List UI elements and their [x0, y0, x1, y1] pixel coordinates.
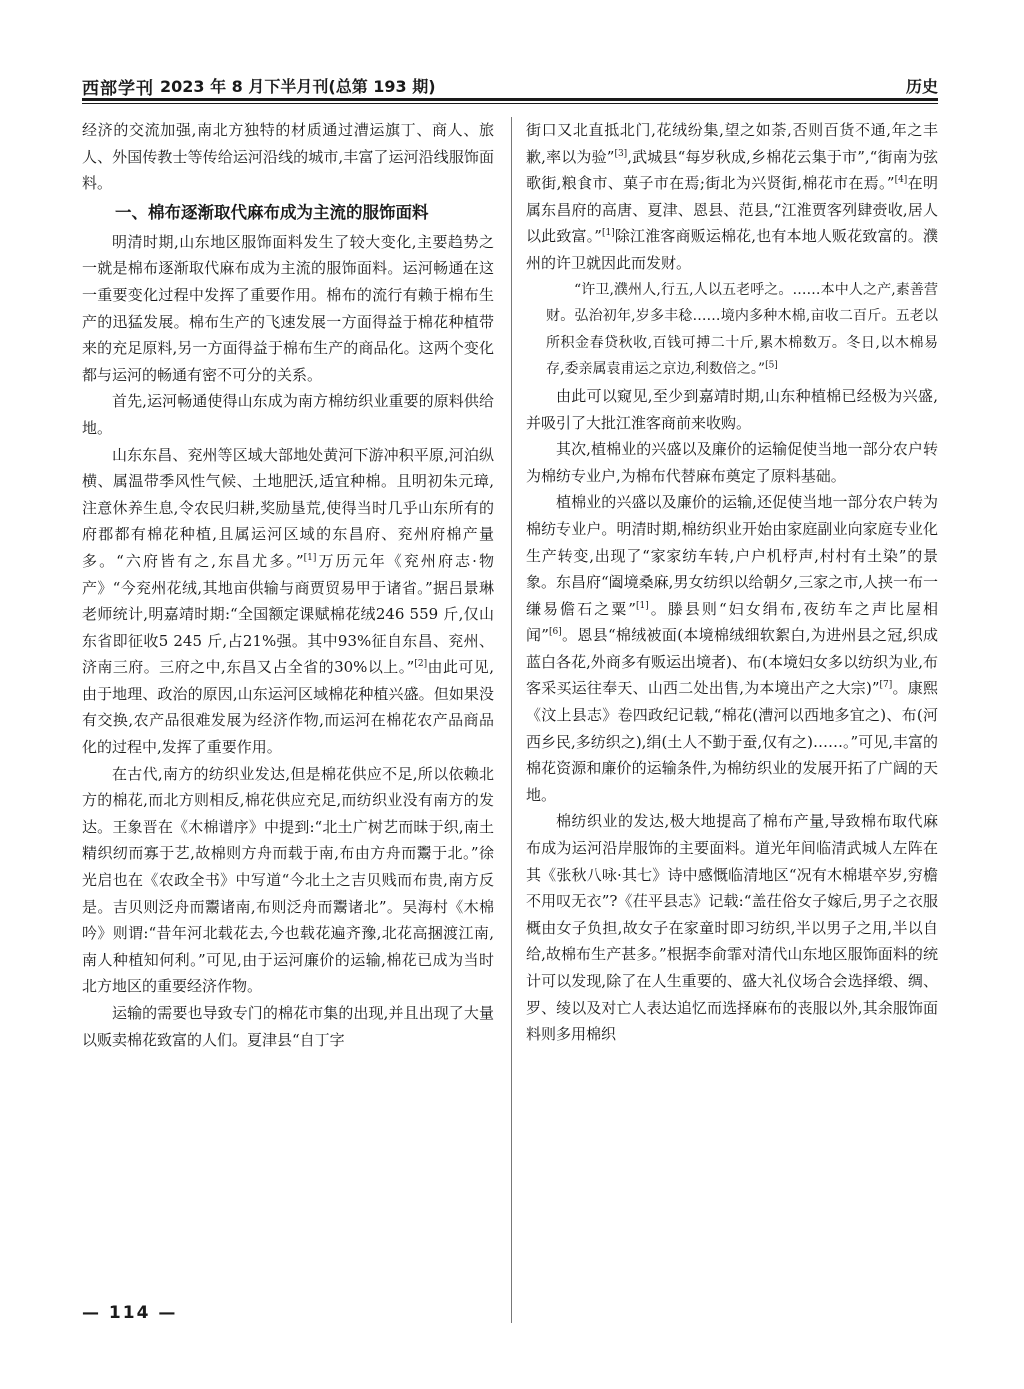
paragraph — [526, 808, 938, 1047]
header-rule-thin — [82, 103, 938, 104]
page-number: — 114 — — [82, 1303, 178, 1323]
citation-ref: [1] — [601, 228, 615, 239]
paragraph — [82, 442, 494, 761]
paragraph-text: 由此可以窥见,至少到嘉靖时期,山东种植棉已经极为兴盛,并吸引了大批江淮客商前来收购。 — [526, 386, 938, 432]
citation-ref: [7] — [879, 680, 893, 691]
left-column — [82, 117, 494, 1317]
citation-ref: [1] — [303, 552, 317, 563]
section-heading — [82, 198, 494, 228]
paragraph-text: 。滕县则“妇女绢布,夜纺车之声比屋相闻” — [526, 599, 938, 645]
right-column — [526, 117, 938, 1317]
paragraph-text: 明清时期,山东地区服饰面料发生了较大变化,主要趋势之一就是棉布逐渐取代麻布成为主流的服饰面料。运河畅通在这一重要变化过程中发挥了重要作用。棉布的流行有赖于棉布生产的迅猛发展。棉布生产的飞速发展一方面得益于棉花种植带来的充足原料,另一方面得益于棉布生产的商品化。这两个变化都与运河的畅通有密不可分的关系。 — [82, 232, 494, 384]
section-label: 历史 — [905, 77, 938, 96]
citation-ref: [4] — [894, 175, 908, 186]
paragraph-text: 一、棉布逐渐取代麻布成为主流的服饰面料 — [115, 202, 429, 222]
paragraph — [82, 229, 494, 389]
page-header — [82, 72, 938, 100]
issue-info: 2023 年 8 月下半月刊(总第 193 期) — [160, 77, 436, 96]
paragraph-text: 其次,植棉业的兴盛以及廉价的运输促使当地一部分农户转为棉纺专业户,为棉布代替麻布奠定了原料基础。 — [526, 440, 938, 485]
citation-ref: [1] — [635, 600, 649, 611]
paragraph — [526, 489, 938, 808]
paragraph-text: “许卫,濮州人,行五,人以五老呼之。……本中人之产,素善营财。弘治初年,岁多丰稔……境内多种木棉,亩收二百斤。五老以所积金春贷秋收,百钱可搏二十斤,累木棉数万。冬日,以木棉易存,委亲属袁甫运之京边,利数倍之。” — [546, 281, 938, 378]
journal-logo: 西部学刊 — [82, 79, 154, 99]
paragraph-text: 经济的交流加强,南北方独特的材质通过漕运旗丁、商人、旅人、外国传教士等传给运河沿线的城市,丰富了运河沿线服饰面料。 — [82, 121, 494, 193]
paragraph-text: 植棉业的兴盛以及廉价的运输,还促使当地一部分农户转为棉纺专业户。明清时期,棉纺织业开始由家庭副业向家庭专业化生产转变,出现了“家家纺车转,户户机杼声,村村有土染”的景象。东昌府“阖境桑麻,男女纺织以给朝夕,三家之市,人挟一布一缣易儋石之粟” — [526, 493, 938, 618]
paragraph — [526, 436, 938, 489]
header-rule — [82, 98, 938, 101]
citation-ref: [6] — [548, 627, 562, 638]
paragraph-text: 首先,运河畅通使得山东成为南方棉纺织业重要的原料供给地。 — [82, 392, 494, 437]
paragraph — [82, 1000, 494, 1053]
paragraph-text: ,武城县“每岁秋成,乡棉花云集于市”,“街南为弦歌街,粮食市、菓子市在焉;街北为兴贤街,棉花市在焉。” — [526, 147, 938, 193]
block-quote — [526, 277, 938, 383]
paragraph-text: 除江淮客商贩运棉花,也有本地人贩花致富的。濮州的许卫就因此而发财。 — [526, 227, 938, 272]
paragraph-text: 山东东昌、兖州等区域大部地处黄河下游冲积平原,河泊纵横、属温带季风性气候、土地肥沃,适宜种棉。且明初朱元璋,注意休养生息,令农民归耕,奖励垦荒,使得当时几乎山东所有的府郡都有棉花种植,且属运河区域的东昌府、兖州府棉产量多。“六府皆有之,东昌尤多。” — [82, 445, 494, 570]
paragraph-text: 运输的需要也导致专门的棉花市集的出现,并且出现了大量以贩卖棉花致富的人们。夏津县“自丁字 — [82, 1004, 494, 1049]
paragraph — [82, 761, 494, 1000]
citation-ref: [5] — [765, 360, 778, 371]
paragraph-text: 棉纺织业的发达,极大地提高了棉布产量,导致棉布取代麻布成为运河沿岸服饰的主要面料。道光年间临清武城人左阵在其《张秋八咏·其七》诗中感慨临清地区“况有木棉堪卒岁,穷檐不用叹无衣”?《茌平县志》记载:“盖茌俗女子嫁后,男子之衣服概由女子负担,故女子在家童时即习纺织,半以男子之用,半以自给,故棉布生产甚多。”根据李俞霏对清代山东地区服饰面料的统计可以发现,除了在人生重要的、盛大礼仪场合会选择缎、绸、罗、绫以及对亡人表达追忆而选择麻布的丧服以外,其余服饰面料则多用棉织 — [526, 812, 938, 1044]
paragraph-text: 在古代,南方的纺织业发达,但是棉花供应不足,所以依赖北方的棉花,而北方则相反,棉花供应充足,而纺织业没有南方的发达。王象晋在《木棉谱序》中提到:“北土广树艺而昧于织,南土精织纫而寡于艺,故棉则方舟而载于南,布由方舟而鬻于北。”徐光启也在《农政全书》中写道“今北土之吉贝贱而布贵,南方反是。吉贝则泛舟而鬻诸南,布则泛舟而鬻诸北”。吴海村《木棉吟》则谓:“昔年河北载花去,今也载花遍齐豫,北花高捆渡江南,南人种植知何利。”可见,由于运河廉价的运输,棉花已成为当时北方地区的重要经济作物。 — [82, 764, 494, 996]
paragraph — [82, 117, 494, 197]
paragraph-text: 万历元年《兖州府志·物产》“今兖州花绒,其地亩供输与商贾贸易甲于诸省。”据吕景琳老师统计,明嘉靖时期:“全国额定课赋棉花绒246 559 斤,仅山东省即征收5 245 斤,占21%强。其中93%征自东昌、兖州、济南三府。三府之中,东昌又占全省的30%以上。” — [82, 551, 494, 677]
citation-ref: [2] — [414, 659, 428, 670]
paragraph-text: 街口又北直抵北门,花绒纷集,望之如荼,否则百货不通,年之丰歉,率以为验” — [526, 121, 938, 166]
paragraph-text: 。恩县“棉绒被面(本境棉绒细软絮白,为进州县之冠,织成蓝白各花,外商多有贩运出境者)、布(本境妇女多以纺织为业,布客采买运往奉天、山西二处出售,为本境出产之大宗)” — [526, 626, 938, 698]
paragraph-text: 。康熙《汶上县志》卷四政纪记载,“棉花(漕河以西地多宜之)、布(河西乡民,多纺织之),绢(土人不勤于蚕,仅有之)……。”可见,丰富的棉花资源和廉价的运输条件,为棉纺织业的发展开拓了广阔的天地。 — [526, 679, 938, 804]
paragraph — [526, 117, 938, 277]
column-divider — [511, 117, 512, 1323]
paragraph — [526, 383, 938, 436]
paragraph-text: 在明属东昌府的高唐、夏津、恩县、范县,“江淮贾客列肆赍收,居人以此致富。” — [526, 174, 938, 246]
citation-ref: [3] — [614, 148, 628, 159]
paragraph — [82, 388, 494, 441]
paragraph-text: 由此可见,由于地理、政治的原因,山东运河区域棉花种植兴盛。但如果没有交换,农产品很难发展为经济作物,而运河在棉花农产品商品化的过程中,发挥了重要作用。 — [82, 658, 494, 757]
